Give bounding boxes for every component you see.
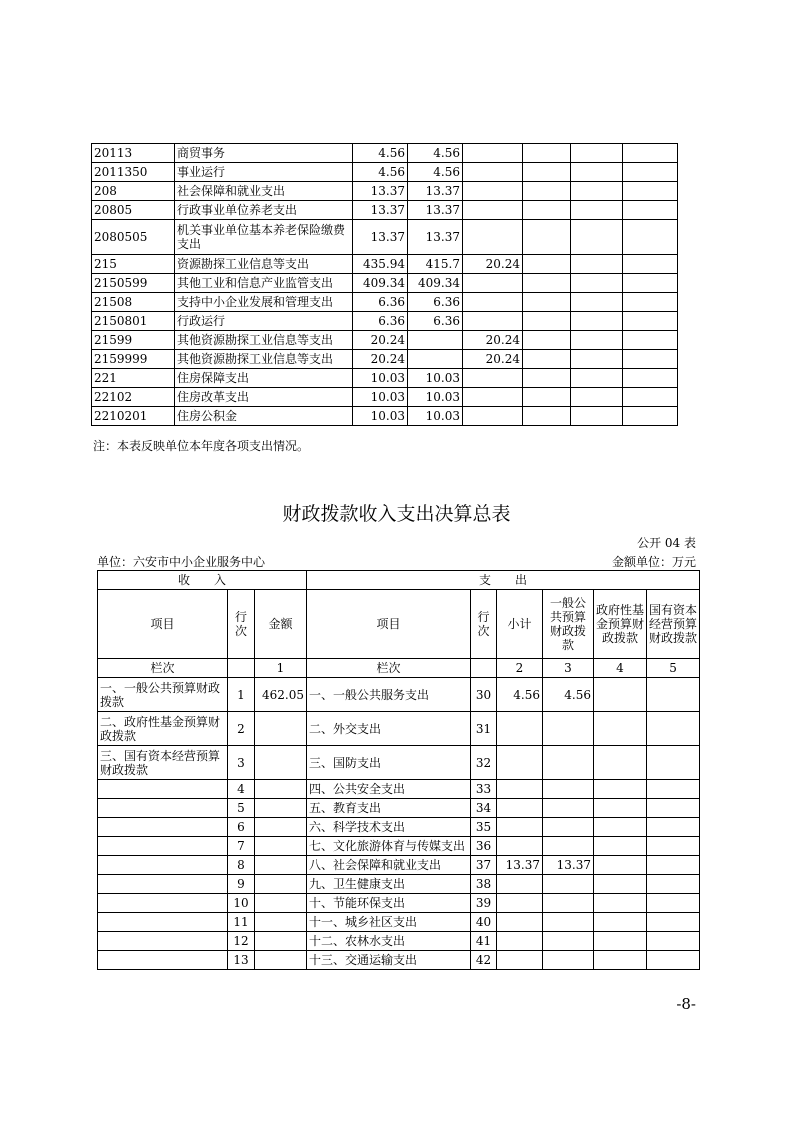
expense-fund <box>594 875 647 894</box>
expense-general <box>543 799 594 818</box>
expense-state <box>647 856 700 875</box>
expense-line: 38 <box>471 875 497 894</box>
row-name: 行政运行 <box>175 312 353 331</box>
row-code: 221 <box>92 369 175 388</box>
table-row <box>92 255 678 274</box>
row-code: 2080505 <box>92 220 175 255</box>
row-empty <box>523 163 571 182</box>
expense-general <box>543 837 594 856</box>
expense-item: 三、国防支出 <box>307 746 471 780</box>
row-total: 6.36 <box>353 293 408 312</box>
row-name: 其他资源勘探工业信息等支出 <box>175 350 353 369</box>
income-line: 7 <box>228 837 255 856</box>
row-total: 13.37 <box>353 182 408 201</box>
row-project <box>463 369 523 388</box>
income-amount <box>255 875 307 894</box>
row-empty <box>523 369 571 388</box>
row-empty <box>623 201 678 220</box>
table-row <box>98 799 700 818</box>
table-row <box>92 293 678 312</box>
expense-fund <box>594 951 647 970</box>
expense-state <box>647 746 700 780</box>
expense-item: 五、教育支出 <box>307 799 471 818</box>
col-general: 一般公共预算财政拨款 <box>543 590 594 659</box>
expense-item: 九、卫生健康支出 <box>307 875 471 894</box>
income-line: 1 <box>228 678 255 712</box>
row-empty <box>623 220 678 255</box>
row-empty <box>571 255 623 274</box>
expense-subtotal <box>497 818 543 837</box>
expense-fund <box>594 712 647 746</box>
row-project <box>463 407 523 426</box>
row-total: 20.24 <box>353 331 408 350</box>
expense-line: 36 <box>471 837 497 856</box>
expense-line: 32 <box>471 746 497 780</box>
row-empty <box>571 407 623 426</box>
col-row-label: 栏次 <box>98 659 228 678</box>
income-line: 10 <box>228 894 255 913</box>
row-code: 21599 <box>92 331 175 350</box>
row-basic: 10.03 <box>408 407 463 426</box>
income-item <box>98 951 228 970</box>
row-code: 21508 <box>92 293 175 312</box>
expense-general <box>543 712 594 746</box>
table-row <box>92 369 678 388</box>
income-line: 9 <box>228 875 255 894</box>
row-empty <box>571 220 623 255</box>
row-code: 22102 <box>92 388 175 407</box>
income-line: 3 <box>228 746 255 780</box>
expense-subtotal <box>497 913 543 932</box>
expense-line: 37 <box>471 856 497 875</box>
row-empty <box>523 220 571 255</box>
row-project <box>463 274 523 293</box>
expense-subtotal: 13.37 <box>497 856 543 875</box>
expense-state <box>647 799 700 818</box>
row-project <box>463 293 523 312</box>
table-row <box>98 913 700 932</box>
income-line: 6 <box>228 818 255 837</box>
expense-item: 六、科学技术支出 <box>307 818 471 837</box>
expense-item: 十、节能环保支出 <box>307 894 471 913</box>
income-line: 5 <box>228 799 255 818</box>
expense-state <box>647 875 700 894</box>
expense-header: 支 出 <box>307 571 700 590</box>
expense-subtotal <box>497 712 543 746</box>
expense-line: 30 <box>471 678 497 712</box>
table-row <box>92 407 678 426</box>
row-project <box>463 220 523 255</box>
income-amount <box>255 932 307 951</box>
table-row <box>98 818 700 837</box>
income-item <box>98 932 228 951</box>
expense-line: 41 <box>471 932 497 951</box>
row-name: 住房改革支出 <box>175 388 353 407</box>
row-empty <box>571 331 623 350</box>
expense-item: 一、一般公共服务支出 <box>307 678 471 712</box>
col-exp-line: 行次 <box>471 590 497 659</box>
income-item <box>98 780 228 799</box>
expense-fund <box>594 746 647 780</box>
row-code: 2150599 <box>92 274 175 293</box>
row-project <box>463 182 523 201</box>
income-amount <box>255 837 307 856</box>
expenditure-detail-table <box>91 143 678 426</box>
column-number-row <box>98 659 700 678</box>
row-project: 20.24 <box>463 255 523 274</box>
income-line: 2 <box>228 712 255 746</box>
expense-line: 35 <box>471 818 497 837</box>
row-empty <box>523 255 571 274</box>
expense-subtotal <box>497 799 543 818</box>
row-empty <box>623 144 678 163</box>
col-row-exp-label: 栏次 <box>307 659 471 678</box>
income-amount <box>255 746 307 780</box>
row-empty <box>571 163 623 182</box>
expense-item: 十三、交通运输支出 <box>307 951 471 970</box>
row-project: 20.24 <box>463 350 523 369</box>
row-basic: 415.7 <box>408 255 463 274</box>
income-item: 三、国有资本经营预算财政拨款 <box>98 746 228 780</box>
table-row <box>98 932 700 951</box>
expense-general <box>543 875 594 894</box>
row-basic <box>408 350 463 369</box>
row-name: 行政事业单位养老支出 <box>175 201 353 220</box>
income-item <box>98 799 228 818</box>
income-item <box>98 818 228 837</box>
expense-fund <box>594 913 647 932</box>
col-row-n3: 3 <box>543 659 594 678</box>
income-amount <box>255 913 307 932</box>
row-basic: 4.56 <box>408 163 463 182</box>
expense-line: 33 <box>471 780 497 799</box>
income-amount <box>255 712 307 746</box>
expense-fund <box>594 837 647 856</box>
income-item <box>98 856 228 875</box>
expense-state <box>647 894 700 913</box>
expense-subtotal <box>497 951 543 970</box>
row-code: 2159999 <box>92 350 175 369</box>
row-empty <box>523 293 571 312</box>
row-empty <box>623 331 678 350</box>
col-row-n5: 5 <box>647 659 700 678</box>
expense-item: 七、文化旅游体育与传媒支出 <box>307 837 471 856</box>
expense-subtotal <box>497 875 543 894</box>
row-total: 4.56 <box>353 144 408 163</box>
row-empty <box>571 274 623 293</box>
table-row <box>92 312 678 331</box>
row-total: 4.56 <box>353 163 408 182</box>
row-basic: 13.37 <box>408 201 463 220</box>
row-empty <box>623 293 678 312</box>
table-row <box>98 894 700 913</box>
income-item <box>98 837 228 856</box>
expense-general <box>543 818 594 837</box>
row-empty <box>623 388 678 407</box>
row-basic: 4.56 <box>408 144 463 163</box>
row-basic <box>408 331 463 350</box>
col-row-n4: 4 <box>594 659 647 678</box>
income-line: 12 <box>228 932 255 951</box>
expense-state <box>647 780 700 799</box>
expense-item: 二、外交支出 <box>307 712 471 746</box>
income-amount: 462.05 <box>255 678 307 712</box>
income-amount <box>255 951 307 970</box>
income-item: 一、一般公共预算财政拨款 <box>98 678 228 712</box>
col-row-n2: 2 <box>497 659 543 678</box>
expense-state <box>647 712 700 746</box>
row-project <box>463 163 523 182</box>
expense-item: 四、公共安全支出 <box>307 780 471 799</box>
expense-fund <box>594 678 647 712</box>
table-row <box>98 951 700 970</box>
row-basic: 6.36 <box>408 293 463 312</box>
expense-general: 13.37 <box>543 856 594 875</box>
table-row <box>92 163 678 182</box>
row-basic: 10.03 <box>408 369 463 388</box>
expense-line: 40 <box>471 913 497 932</box>
row-code: 2011350 <box>92 163 175 182</box>
row-basic: 13.37 <box>408 220 463 255</box>
expense-state <box>647 678 700 712</box>
page-number: -8- <box>676 995 696 1013</box>
expense-general <box>543 894 594 913</box>
expense-item: 十二、农林水支出 <box>307 932 471 951</box>
table-row <box>98 875 700 894</box>
table-row <box>98 746 700 780</box>
row-name: 住房保障支出 <box>175 369 353 388</box>
row-empty <box>623 182 678 201</box>
row-name: 资源勘探工业信息等支出 <box>175 255 353 274</box>
income-item <box>98 894 228 913</box>
fiscal-summary-table <box>97 570 700 970</box>
expense-general: 4.56 <box>543 678 594 712</box>
row-empty <box>571 350 623 369</box>
row-empty <box>523 144 571 163</box>
expense-subtotal: 4.56 <box>497 678 543 712</box>
row-total: 13.37 <box>353 201 408 220</box>
expense-item: 八、社会保障和就业支出 <box>307 856 471 875</box>
section-header-row <box>98 571 700 590</box>
expense-subtotal <box>497 894 543 913</box>
row-name: 社会保障和就业支出 <box>175 182 353 201</box>
income-header: 收 入 <box>98 571 307 590</box>
expense-subtotal <box>497 780 543 799</box>
row-total: 10.03 <box>353 369 408 388</box>
row-code: 20805 <box>92 201 175 220</box>
expense-state <box>647 932 700 951</box>
income-amount <box>255 780 307 799</box>
col-exp-item: 项目 <box>307 590 471 659</box>
expense-general <box>543 951 594 970</box>
table-code: 公开 04 表 <box>637 536 696 550</box>
row-total: 20.24 <box>353 350 408 369</box>
row-empty <box>623 163 678 182</box>
row-total: 6.36 <box>353 312 408 331</box>
row-code: 215 <box>92 255 175 274</box>
expense-general <box>543 932 594 951</box>
col-state: 国有资本经营预算财政拨款 <box>647 590 700 659</box>
row-total: 409.34 <box>353 274 408 293</box>
row-name: 支持中小企业发展和管理支出 <box>175 293 353 312</box>
row-basic: 6.36 <box>408 312 463 331</box>
table-row <box>98 780 700 799</box>
row-empty <box>623 369 678 388</box>
expense-line: 42 <box>471 951 497 970</box>
income-line: 8 <box>228 856 255 875</box>
col-line: 行次 <box>228 590 255 659</box>
table-row <box>92 182 678 201</box>
row-empty <box>523 407 571 426</box>
row-basic: 10.03 <box>408 388 463 407</box>
amount-unit-label: 金额单位：万元 <box>611 555 696 569</box>
expense-fund <box>594 894 647 913</box>
expense-state <box>647 837 700 856</box>
expense-state <box>647 913 700 932</box>
income-item: 二、政府性基金预算财政拨款 <box>98 712 228 746</box>
col-row-empty <box>471 659 497 678</box>
row-project <box>463 388 523 407</box>
row-name: 其他工业和信息产业监管支出 <box>175 274 353 293</box>
row-total: 10.03 <box>353 388 408 407</box>
row-name: 商贸事务 <box>175 144 353 163</box>
expense-general <box>543 746 594 780</box>
income-amount <box>255 818 307 837</box>
income-line: 13 <box>228 951 255 970</box>
row-code: 20113 <box>92 144 175 163</box>
row-code: 208 <box>92 182 175 201</box>
row-empty <box>571 201 623 220</box>
row-empty <box>571 182 623 201</box>
row-empty <box>623 350 678 369</box>
row-code: 2150801 <box>92 312 175 331</box>
row-name: 其他资源勘探工业信息等支出 <box>175 331 353 350</box>
table-row <box>98 712 700 746</box>
row-empty <box>523 274 571 293</box>
row-name: 机关事业单位基本养老保险缴费支出 <box>175 220 353 255</box>
row-project: 20.24 <box>463 331 523 350</box>
row-empty <box>523 388 571 407</box>
row-basic: 409.34 <box>408 274 463 293</box>
row-code: 2210201 <box>92 407 175 426</box>
page-title: 财政拨款收入支出决算总表 <box>282 503 511 525</box>
table-row <box>92 331 678 350</box>
expense-general <box>543 913 594 932</box>
row-empty <box>571 293 623 312</box>
row-empty <box>571 144 623 163</box>
col-item: 项目 <box>98 590 228 659</box>
unit-label: 单位：六安市中小企业服务中心 <box>97 555 266 569</box>
expense-fund <box>594 818 647 837</box>
col-subtotal: 小计 <box>497 590 543 659</box>
col-row-n1: 1 <box>255 659 307 678</box>
row-basic: 13.37 <box>408 182 463 201</box>
table-row <box>92 201 678 220</box>
expense-line: 39 <box>471 894 497 913</box>
income-line: 11 <box>228 913 255 932</box>
row-empty <box>523 201 571 220</box>
row-project <box>463 144 523 163</box>
income-line: 4 <box>228 780 255 799</box>
table-row <box>92 144 678 163</box>
row-total: 10.03 <box>353 407 408 426</box>
expense-state <box>647 818 700 837</box>
expense-fund <box>594 799 647 818</box>
expense-subtotal <box>497 837 543 856</box>
expense-state <box>647 951 700 970</box>
income-item <box>98 913 228 932</box>
row-empty <box>523 350 571 369</box>
table-row <box>98 856 700 875</box>
table-row <box>92 350 678 369</box>
row-project <box>463 312 523 331</box>
row-name: 事业运行 <box>175 163 353 182</box>
row-empty <box>523 331 571 350</box>
income-amount <box>255 856 307 875</box>
row-empty <box>623 312 678 331</box>
income-amount <box>255 894 307 913</box>
table-row <box>92 274 678 293</box>
row-total: 13.37 <box>353 220 408 255</box>
row-empty <box>523 182 571 201</box>
table-row <box>98 678 700 712</box>
col-amount: 金额 <box>255 590 307 659</box>
expense-subtotal <box>497 932 543 951</box>
row-empty <box>571 369 623 388</box>
expense-fund <box>594 780 647 799</box>
row-empty <box>623 274 678 293</box>
table-row <box>92 220 678 255</box>
expense-fund <box>594 932 647 951</box>
expense-subtotal <box>497 746 543 780</box>
row-name: 住房公积金 <box>175 407 353 426</box>
expense-line: 31 <box>471 712 497 746</box>
row-empty <box>571 388 623 407</box>
column-header-row <box>98 590 700 659</box>
row-empty <box>523 312 571 331</box>
income-amount <box>255 799 307 818</box>
col-row-empty <box>228 659 255 678</box>
row-project <box>463 201 523 220</box>
expense-fund <box>594 856 647 875</box>
expense-item: 十一、城乡社区支出 <box>307 913 471 932</box>
expense-general <box>543 780 594 799</box>
row-empty <box>623 407 678 426</box>
row-total: 435.94 <box>353 255 408 274</box>
income-item <box>98 875 228 894</box>
row-empty <box>623 255 678 274</box>
row-empty <box>571 312 623 331</box>
col-fund: 政府性基金预算财政拨款 <box>594 590 647 659</box>
table-row <box>98 837 700 856</box>
expense-line: 34 <box>471 799 497 818</box>
table-note: 注：本表反映单位本年度各项支出情况。 <box>93 439 310 453</box>
table-row <box>92 388 678 407</box>
